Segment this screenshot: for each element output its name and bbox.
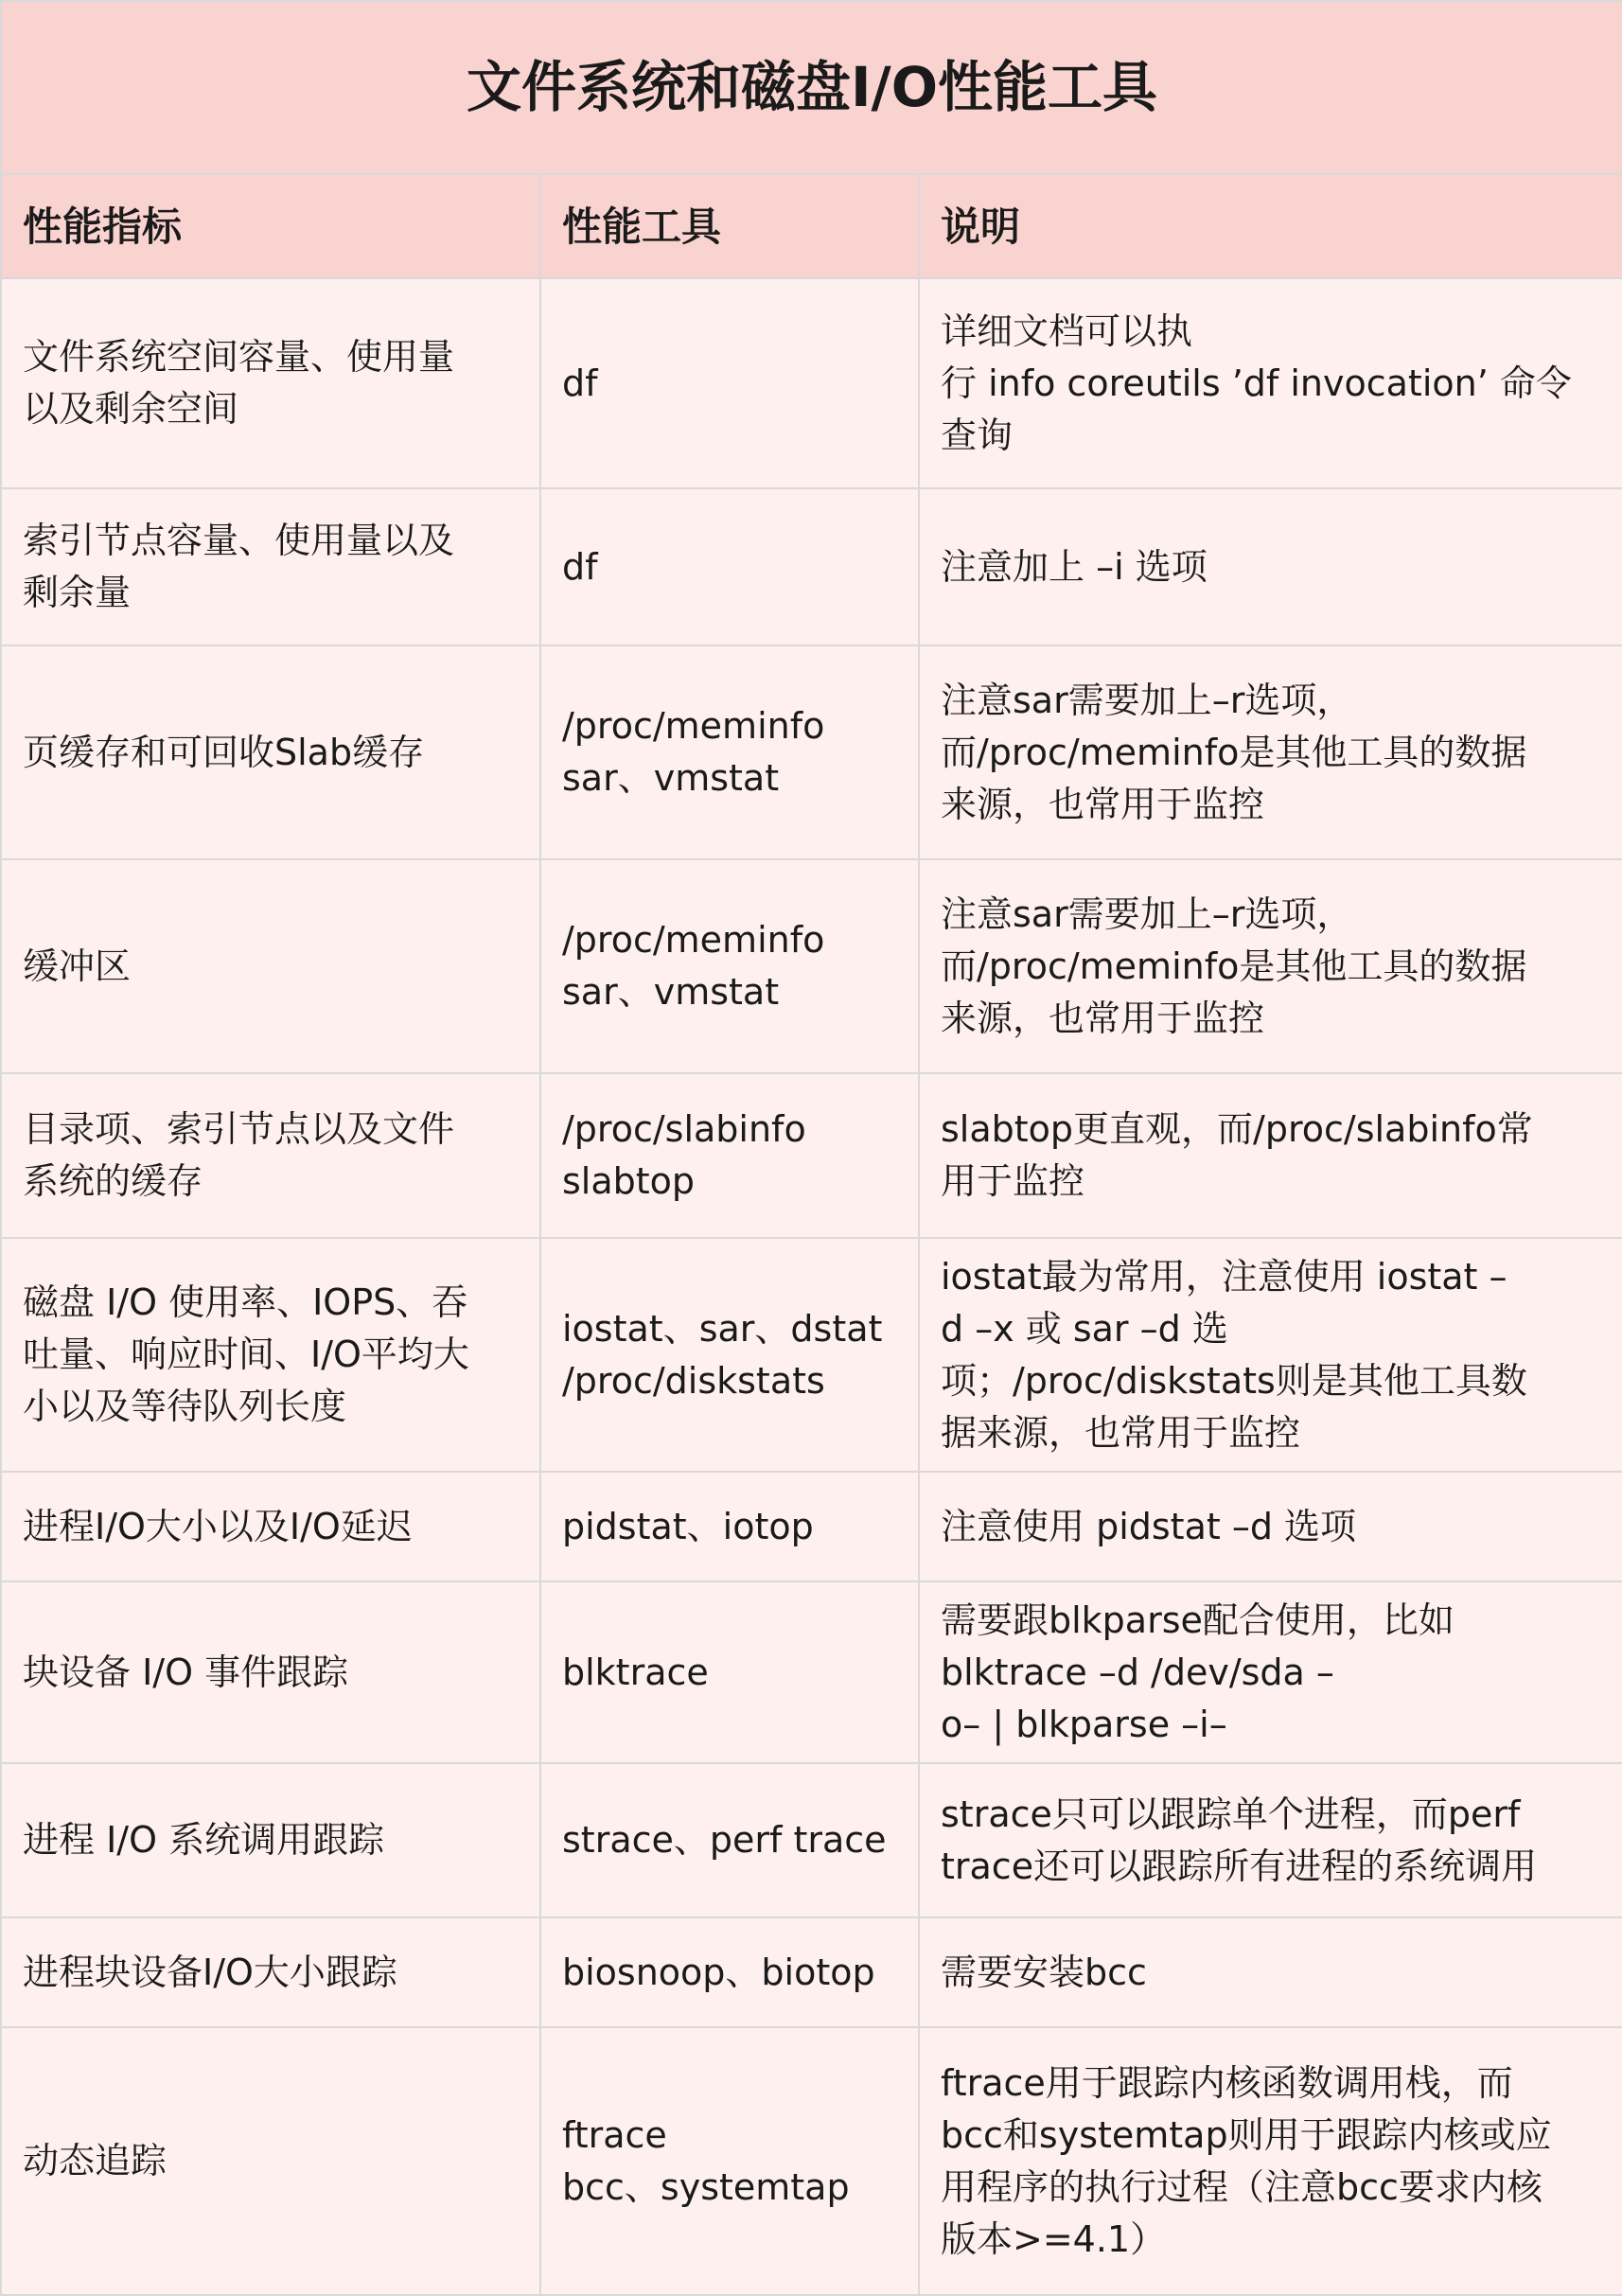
metric-cell-line: 系统的缓存 [23, 1160, 203, 1202]
tool-cell [540, 488, 919, 645]
note-cell-line: 来源，也常用于监控 [941, 997, 1265, 1039]
note-cell-line: 用程序的执行过程（注意bcc要求内核 [941, 2165, 1543, 2208]
table-row [1, 1581, 1622, 1763]
table-row [1, 1238, 1622, 1472]
table-row [1, 1073, 1622, 1238]
note-cell-line: 据来源，也常用于监控 [941, 1411, 1301, 1454]
note-cell [919, 278, 1622, 488]
metric-cell-line: 块设备 I/O 事件跟踪 [23, 1651, 349, 1693]
metric-cell-line: 进程块设备I/O大小跟踪 [23, 1951, 397, 1993]
table-row [1, 1763, 1622, 1917]
tool-cell-line: /proc/diskstats [562, 1359, 825, 1402]
table-row [1, 1472, 1622, 1581]
metric-cell-line: 以及剩余空间 [23, 388, 239, 430]
tool-cell [540, 1763, 919, 1917]
metric-cell-line: 剩余量 [23, 572, 132, 613]
metric-cell [1, 1917, 540, 2027]
metric-cell [1, 1472, 540, 1581]
note-cell-line: 来源，也常用于监控 [941, 783, 1265, 825]
header-note: 说明 [919, 174, 1622, 278]
metric-cell [1, 1763, 540, 1917]
tool-cell-line: /proc/meminfo [562, 919, 825, 961]
tool-cell-line: ftrace [562, 2113, 667, 2156]
tool-cell-line: strace、perf trace [562, 1819, 887, 1861]
metric-cell-line: 小以及等待队列长度 [23, 1386, 347, 1427]
metric-cell-line: 缓冲区 [23, 945, 132, 987]
tool-cell [540, 1472, 919, 1581]
tool-cell-line: df [562, 362, 598, 404]
metric-cell-line: 进程I/O大小以及I/O延迟 [23, 1505, 413, 1547]
table-row [1, 859, 1622, 1073]
tool-cell-line: slabtop [562, 1160, 696, 1202]
tool-cell-line: sar、vmstat [562, 757, 780, 799]
header-metric: 性能指标 [1, 174, 540, 278]
tool-cell-line: sar、vmstat [562, 971, 780, 1013]
metric-cell [1, 859, 540, 1073]
note-cell-line: 版本>=4.1） [941, 2217, 1167, 2260]
tool-cell [540, 2027, 919, 2295]
metric-cell [1, 645, 540, 859]
note-cell [919, 1763, 1622, 1917]
note-cell-line: 注意加上 –i 选项 [941, 545, 1208, 588]
table-row [1, 645, 1622, 859]
metric-cell [1, 488, 540, 645]
note-cell-line: 需要安装bcc [941, 1951, 1147, 1993]
tool-cell [540, 278, 919, 488]
tool-cell [540, 645, 919, 859]
table-row [1, 488, 1622, 645]
metric-cell-line: 页缓存和可回收Slab缓存 [23, 731, 425, 773]
note-cell [919, 1917, 1622, 2027]
note-cell [919, 859, 1622, 1073]
table-row [1, 278, 1622, 488]
note-cell-line: 行 info coreutils ’df invocation’ 命令 [941, 362, 1572, 404]
table-row [1, 2027, 1622, 2295]
tool-cell [540, 1238, 919, 1472]
metric-cell-line: 进程 I/O 系统调用跟踪 [23, 1819, 385, 1861]
tool-cell-line: blktrace [562, 1651, 709, 1693]
note-cell-line: 用于监控 [941, 1160, 1085, 1202]
note-cell-line: strace只可以跟踪单个进程，而perf [941, 1793, 1521, 1835]
metric-cell [1, 1238, 540, 1472]
note-cell-line: bcc和systemtap则用于跟踪内核或应 [941, 2113, 1552, 2156]
tool-cell-line: df [562, 545, 598, 588]
note-cell [919, 645, 1622, 859]
tool-cell-line: biosnoop、biotop [562, 1951, 875, 1993]
table-title: 文件系统和磁盘I/O性能工具 [1, 1, 1622, 174]
header-tool: 性能工具 [540, 174, 919, 278]
note-cell-line: trace还可以跟踪所有进程的系统调用 [941, 1845, 1538, 1887]
metric-cell [1, 1073, 540, 1238]
note-cell-line: 需要跟blkparse配合使用，比如 [941, 1598, 1455, 1641]
note-cell-line: 详细文档可以执 [941, 309, 1193, 352]
tool-cell [540, 1917, 919, 2027]
note-cell-line: d –x 或 sar –d 选 [941, 1307, 1228, 1350]
metric-cell [1, 2027, 540, 2295]
note-cell-line: 而/proc/meminfo是其他工具的数据 [941, 945, 1527, 987]
tool-cell-line: /proc/meminfo [562, 705, 825, 747]
note-cell-line: slabtop更直观，而/proc/slabinfo常 [941, 1108, 1533, 1150]
note-cell [919, 488, 1622, 645]
note-cell [919, 1073, 1622, 1238]
note-cell-line: 查询 [941, 414, 1014, 456]
tool-cell [540, 1581, 919, 1763]
metric-cell-line: 吐量、响应时间、I/O平均大 [23, 1333, 469, 1375]
note-cell-line: iostat最为常用，注意使用 iostat – [941, 1255, 1507, 1298]
note-cell-line: 而/proc/meminfo是其他工具的数据 [941, 731, 1527, 773]
note-cell [919, 1238, 1622, 1472]
note-cell-line: ftrace用于跟踪内核函数调用栈，而 [941, 2061, 1513, 2104]
title-row [1, 1, 1622, 174]
tool-cell-line: iostat、sar、dstat [562, 1307, 883, 1350]
metric-cell-line: 文件系统空间容量、使用量 [23, 336, 455, 378]
note-cell-line: blktrace –d /dev/sda – [941, 1651, 1334, 1693]
metric-cell-line: 索引节点容量、使用量以及 [23, 520, 455, 561]
note-cell-line: 注意使用 pidstat –d 选项 [941, 1505, 1357, 1547]
note-cell-line: 项；/proc/diskstats则是其他工具数 [941, 1359, 1527, 1402]
metric-cell-line: 磁盘 I/O 使用率、IOPS、吞 [23, 1281, 468, 1323]
tool-cell [540, 1073, 919, 1238]
note-cell-line: 注意sar需要加上–r选项， [941, 679, 1353, 721]
tool-cell-line: /proc/slabinfo [562, 1108, 806, 1150]
note-cell-line: o– | blkparse –i– [941, 1703, 1227, 1745]
tool-cell-line: pidstat、iotop [562, 1505, 814, 1547]
tool-cell-line: bcc、systemtap [562, 2165, 850, 2208]
metric-cell-line: 动态追踪 [23, 2140, 167, 2181]
header-row [1, 174, 1622, 278]
metric-cell [1, 278, 540, 488]
note-cell [919, 1472, 1622, 1581]
tool-cell [540, 859, 919, 1073]
metric-cell-line: 目录项、索引节点以及文件 [23, 1108, 455, 1150]
metric-cell [1, 1581, 540, 1763]
note-cell [919, 1581, 1622, 1763]
note-cell [919, 2027, 1622, 2295]
note-cell-line: 注意sar需要加上–r选项， [941, 892, 1353, 935]
table-row [1, 1917, 1622, 2027]
